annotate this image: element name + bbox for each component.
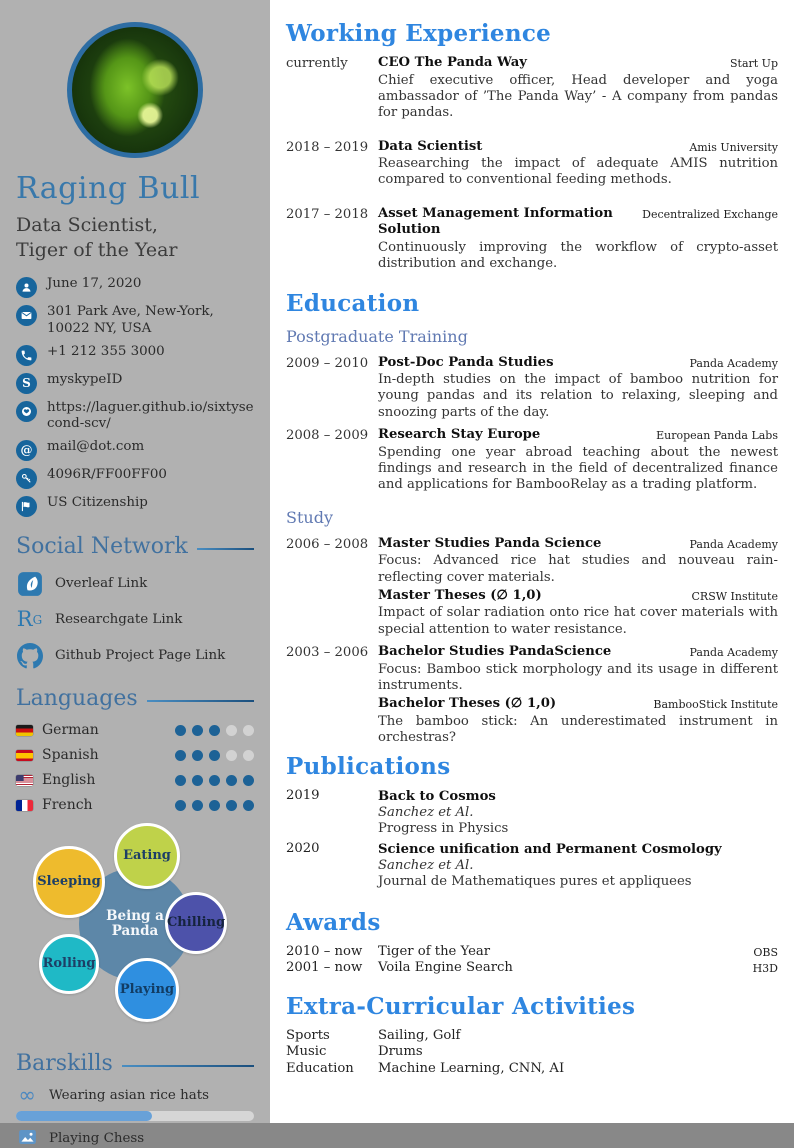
education-entry <box>286 536 778 638</box>
contact-website <box>16 400 254 434</box>
education-entry <box>286 355 778 422</box>
language-row-spanish <box>16 747 254 763</box>
entry-title: Bachelor Studies PandaScience <box>378 644 612 660</box>
publication-year: 2020 <box>286 840 320 856</box>
entry-location: European Panda Labs <box>656 429 778 443</box>
researchgate-icon: R G <box>16 607 43 632</box>
sidebar <box>0 0 270 1147</box>
language-row-english <box>16 772 254 788</box>
contact-email-link[interactable]: mail@dot.com <box>47 439 145 455</box>
entry-location: Start Up <box>729 57 778 70</box>
entry-description: Impact of solar radiation onto rice hat cover materials with special attention to water resistance. <box>378 605 778 637</box>
extra-value: Drums <box>378 1044 423 1060</box>
languages-header: Languages <box>16 686 254 711</box>
social-item-researchgate[interactable] <box>16 606 254 633</box>
infinity-icon: ∞ <box>18 1083 36 1108</box>
person-title <box>16 213 254 263</box>
barskills-list <box>16 1083 254 1148</box>
publications-header: Publications <box>286 752 451 780</box>
award-tag: OBS <box>753 945 778 959</box>
person-title-line2: Tiger of the Year <box>16 239 178 262</box>
award-entry <box>286 960 778 977</box>
entry-date: 2008 – 2009 <box>286 428 369 444</box>
entry-location: Amis University <box>689 140 778 154</box>
entry-title: Post-Doc Panda Studies <box>378 354 554 370</box>
language-label: French <box>42 797 93 814</box>
globe-icon <box>16 401 37 422</box>
contact-address <box>16 304 254 338</box>
languages-list <box>16 722 254 813</box>
entry-title: Research Stay Europe <box>378 427 541 443</box>
award-title: Voila Engine Search <box>378 960 513 976</box>
contact-birthday-text: June 17, 2020 <box>47 276 142 292</box>
contact-skype-text: myskypeID <box>47 371 123 387</box>
extra-curricular-header: Extra-Curricular Activities <box>286 992 636 1020</box>
overleaf-icon <box>16 570 43 597</box>
experience-entry <box>286 206 778 273</box>
working-experience-header: Working Experience <box>286 20 552 47</box>
contact-citizenship-text: US Citizenship <box>47 495 148 511</box>
contact-skype <box>16 372 254 394</box>
entry-description: Chief executive officer, Head developer and yoga ambassador of ’The Panda Way’ - A company from pandas for pandas. <box>378 72 778 121</box>
education-header: Education <box>286 289 420 317</box>
experience-entry <box>286 55 778 122</box>
bubble-sleeping: Sleeping <box>33 846 105 918</box>
contact-website-link[interactable]: https://laguer.github.io/sixtysecond-scv/ <box>47 399 254 432</box>
language-level-dots <box>175 800 254 811</box>
entry-location: Panda Academy <box>689 356 778 370</box>
language-row-french <box>16 797 254 813</box>
contact-phone-text: +1 212 355 3000 <box>47 343 165 359</box>
github-icon <box>16 642 43 669</box>
entry-description: Reasearching the impact of adequate AMIS nutrition compared to conventional feeding methods. <box>378 156 778 188</box>
social-item-researchgate-label[interactable]: Researchgate Link <box>55 612 183 628</box>
entry-description: Focus: Bamboo stick morphology and its usage in different instruments. <box>378 661 778 693</box>
france-flag-icon <box>16 800 33 811</box>
at-icon: @ <box>16 440 37 461</box>
barskills-header: Barskills <box>16 1051 254 1076</box>
entry-description: The bamboo stick: An underestimated instrument in orchestras? <box>378 713 778 746</box>
germany-flag-icon <box>16 725 33 736</box>
image-icon <box>16 1130 38 1148</box>
language-label: English <box>42 772 96 789</box>
person-icon <box>16 277 37 298</box>
entry-location: CRSW Institute <box>691 589 778 603</box>
contact-birthday <box>16 276 254 298</box>
bubble-being-a-panda: Being a Panda <box>79 868 191 980</box>
publication-entry <box>286 841 778 891</box>
award-title: Tiger of the Year <box>378 943 491 959</box>
awards-section <box>286 944 778 977</box>
entry-description: Focus: Advanced rice hat studies and nouveau rain-reflecting cover materials. <box>378 553 778 585</box>
study-subheader: Study <box>286 507 333 527</box>
award-date: 2010 – now <box>286 943 363 959</box>
social-item-github[interactable] <box>16 642 254 669</box>
contact-list <box>16 276 254 517</box>
publications-section <box>286 788 778 891</box>
contact-address-text: 301 Park Ave, New-York, 10022 NY, USA <box>47 304 214 336</box>
education-entry <box>286 427 778 494</box>
flag-icon <box>16 496 37 517</box>
entry-date: 2003 – 2006 <box>286 645 369 661</box>
bubble-chilling: Chilling <box>165 892 227 954</box>
extra-label: Sports <box>286 1027 330 1043</box>
cv-main-content <box>270 0 794 1123</box>
entry-location: Panda Academy <box>689 537 778 551</box>
barskill-rice-hats <box>16 1083 254 1108</box>
skype-icon: S <box>16 373 37 394</box>
extra-entry <box>286 1028 778 1045</box>
contact-pgp-text: 4096R/FF00FF00 <box>47 467 167 483</box>
postgraduate-subheader: Postgraduate Training <box>286 326 468 346</box>
language-level-dots <box>175 775 254 786</box>
entry-date: 2009 – 2010 <box>286 355 369 371</box>
contact-citizenship <box>16 495 254 517</box>
entry-date: currently <box>286 56 348 71</box>
entry-location: BambooStick Institute <box>653 698 778 712</box>
entry-date: 2017 – 2018 <box>286 206 369 222</box>
award-entry <box>286 944 778 961</box>
entry-location: Panda Academy <box>689 646 778 660</box>
working-experience-section <box>286 55 778 273</box>
bubble-eating: Eating <box>114 823 180 889</box>
experience-entry <box>286 139 778 189</box>
publication-journal: Journal de Mathematiques pures et appliquees <box>378 874 692 890</box>
interests-bubble-chart <box>16 822 254 1034</box>
entry-title: Master Studies Panda Science <box>378 535 602 551</box>
entry-date: 2018 – 2019 <box>286 139 369 155</box>
social-list <box>16 570 254 669</box>
entry-description: Spending one year abroad teaching about the newest findings and research in the field of decentralized finance and applications for BambooRelay as a trading platform. <box>378 444 778 493</box>
phone-icon <box>16 345 37 366</box>
envelope-icon <box>16 305 37 326</box>
publication-journal: Progress in Physics <box>378 821 509 837</box>
education-section <box>286 327 778 747</box>
publication-title: Science unification and Permanent Cosmology <box>378 841 722 857</box>
extra-entry <box>286 1061 778 1078</box>
extra-curricular-section <box>286 1028 778 1078</box>
social-item-overleaf[interactable] <box>16 570 254 597</box>
publication-title: Back to Cosmos <box>378 788 496 804</box>
entry-title: CEO The Panda Way <box>378 55 527 70</box>
barskill-progress-fill <box>16 1111 152 1121</box>
extra-label: Music <box>286 1044 327 1060</box>
language-label: Spanish <box>42 747 99 764</box>
social-item-github-label[interactable]: Github Project Page Link <box>55 648 226 664</box>
person-title-line1: Data Scientist, <box>16 214 158 236</box>
spain-flag-icon <box>16 750 33 761</box>
contact-email <box>16 439 254 461</box>
entry-title: Bachelor Theses (∅ 1,0) <box>378 696 557 712</box>
social-item-overleaf-label[interactable]: Overleaf Link <box>55 576 148 592</box>
publication-entry <box>286 788 778 838</box>
barskill-label: Playing Chess <box>49 1131 145 1147</box>
barskill-chess <box>16 1130 254 1148</box>
language-row-german <box>16 722 254 738</box>
contact-pgp-key <box>16 467 254 489</box>
publication-authors: Sanchez et Al. <box>378 857 474 873</box>
language-level-dots <box>175 725 254 736</box>
key-icon <box>16 468 37 489</box>
barskill-progress-track <box>16 1111 254 1121</box>
extra-entry <box>286 1044 778 1061</box>
language-label: German <box>42 722 99 739</box>
usa-flag-icon <box>16 775 33 786</box>
barskill-label: Wearing asian rice hats <box>49 1088 209 1104</box>
bubble-rolling: Rolling <box>39 934 99 994</box>
publication-authors: Sanchez et Al. <box>378 804 474 820</box>
entry-description: Continuously improving the workflow of crypto-asset distribution and exchange. <box>378 239 778 272</box>
awards-header: Awards <box>286 908 381 936</box>
bubble-playing: Playing <box>115 958 179 1022</box>
education-entry <box>286 644 778 746</box>
entry-title: Asset Management Information Solution <box>378 205 613 238</box>
publication-year: 2019 <box>286 787 320 803</box>
extra-label: Education <box>286 1060 354 1076</box>
extra-value: Sailing, Golf <box>378 1027 461 1043</box>
language-level-dots <box>175 750 254 761</box>
contact-phone <box>16 344 254 366</box>
entry-description: In-depth studies on the impact of bamboo nutrition for young pandas and its relation to relaxing, sleeping and snoozing parts of the day. <box>378 372 778 420</box>
person-name: Raging Bull <box>16 171 201 206</box>
entry-location: Decentralized Exchange <box>642 207 778 221</box>
award-tag: H3D <box>752 962 778 976</box>
entry-date: 2006 – 2008 <box>286 536 369 552</box>
social-network-header: Social Network <box>16 534 254 559</box>
profile-photo <box>67 22 203 158</box>
extra-value: Machine Learning, CNN, AI <box>378 1060 565 1076</box>
entry-title: Master Theses (∅ 1,0) <box>378 587 542 603</box>
award-date: 2001 – now <box>286 960 363 976</box>
entry-title: Data Scientist <box>378 138 483 154</box>
